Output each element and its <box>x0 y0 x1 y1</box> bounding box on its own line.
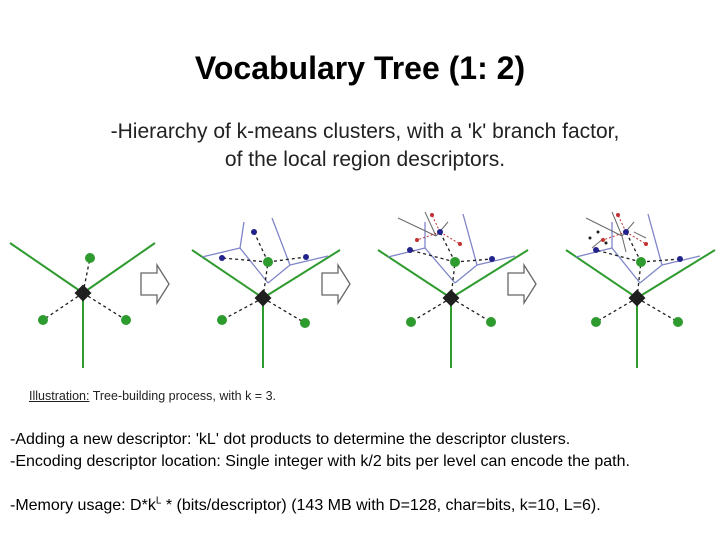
arrow-right-icon <box>141 265 169 303</box>
slide-title: Vocabulary Tree (1: 2) <box>194 50 526 86</box>
subtitle-line-1: -Hierarchy of k-means clusters, with a 'k' branch factor, <box>110 120 620 143</box>
panel-level-1 <box>10 243 155 368</box>
panel-level-2 <box>192 218 340 368</box>
arrow-right-icon <box>508 265 536 303</box>
panel-level-4 <box>566 212 715 368</box>
caption-text: Tree-building process, with k = 3. <box>89 389 277 403</box>
memory-usage-prefix: -Memory usage: D*k <box>10 497 156 514</box>
bullet-list <box>10 429 716 517</box>
bullet-adding-descriptor: -Adding a new descriptor: 'kL' dot products to determine the descriptor clusters. <box>10 431 571 448</box>
slide-subtitle <box>60 118 670 174</box>
caption-lead: Illustration: <box>29 389 90 403</box>
tree-building-illustration <box>0 200 720 380</box>
memory-usage-exponent: L <box>155 495 162 507</box>
figure-caption <box>29 389 276 403</box>
bullet-encoding-location: -Encoding descriptor location: Single integer with k/2 bits per level can encode the path. <box>10 453 630 470</box>
panel-level-3 <box>378 212 528 368</box>
memory-usage-suffix: * (bits/descriptor) (143 MB with D=128, char=bits, k=10, L=6). <box>161 497 601 514</box>
bullet-memory-usage <box>10 495 716 517</box>
arrow-right-icon <box>322 265 350 303</box>
subtitle-line-2: of the local region descriptors. <box>224 148 506 171</box>
